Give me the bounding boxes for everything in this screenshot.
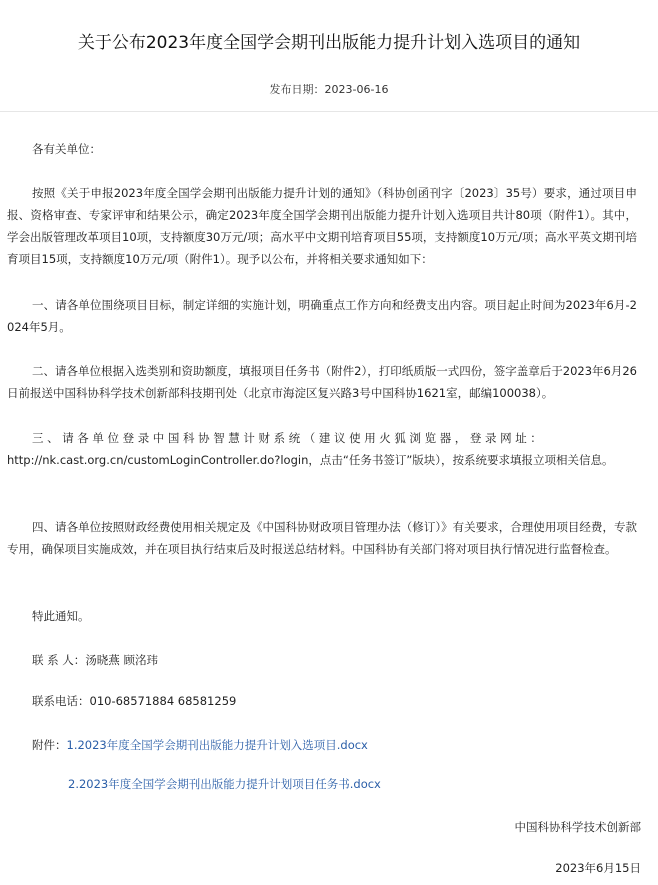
item-2-paragraph: 二、请各单位根据入选类别和资助额度，填报项目任务书（附件2），打印纸质版一式四份，签字盖章后于2023年6月26日前报送中国科协科学技术创新部科技期刊处（北京市海淀区复兴路3号中国科协1621室，邮编100038）。 bbox=[7, 364, 637, 400]
issuer-name: 中国科协科学技术创新部 bbox=[514, 820, 641, 834]
contact-label: 联 系 人： bbox=[32, 653, 86, 667]
phone-label: 联系电话： bbox=[32, 694, 90, 708]
publish-date: 2023-06-16 bbox=[324, 83, 389, 96]
closing-text: 特此通知。 bbox=[32, 609, 90, 623]
publish-date-label: 发布日期： bbox=[269, 83, 325, 96]
intro-paragraph: 按照《关于申报2023年度全国学会期刊出版能力提升计划的通知》（科协创函刊字〔2023〕35号）要求，通过项目申报、资格审查、专家评审和结果公示，确定2023年度全国学会期刊出版能力提升计划入选项目共计80项（附件1）。其中，学会出版管理改革项目10项，支持额度30万元/项；高水平中文期刊培育项目55项，支持额度10万元/项；高水平英文期刊培育项目15项，支持额度10万元/项（附件1）。现予以公布，并将相关要求通知如下： bbox=[7, 186, 637, 266]
contact-line bbox=[32, 649, 158, 671]
phone-line bbox=[32, 690, 236, 712]
item-3-line-1: 三、请各单位登录中国科协智慧计财系统（建议使用火狐浏览器，登录网址： bbox=[32, 431, 546, 445]
attachment-line-2 bbox=[68, 773, 381, 795]
attachment-link-2[interactable]: 2.2023年度全国学会期刊出版能力提升计划项目任务书.docx bbox=[68, 777, 381, 791]
attachments-line bbox=[32, 734, 368, 756]
attachments-label: 附件： bbox=[32, 738, 67, 752]
item-1-paragraph: 一、请各单位围绕项目目标，制定详细的实施计划，明确重点工作方向和经费支出内容。项目起止时间为2023年6月-2024年5月。 bbox=[7, 298, 637, 334]
sign-date: 2023年6月15日 bbox=[555, 861, 641, 875]
contact-names: 汤晓燕 顾洺玮 bbox=[85, 653, 158, 667]
notice-title: 关于公布2023年度全国学会期刊出版能力提升计划入选项目的通知 bbox=[77, 33, 581, 54]
phone-numbers: 010-68571884 68581259 bbox=[89, 694, 237, 708]
publish-date-line bbox=[0, 82, 658, 98]
item-3-continuation: http://nk.cast.org.cn/customLoginController.do?login，点击“任务书签订”版块），按系统要求填报立项相关信息。 bbox=[7, 453, 614, 467]
header-divider bbox=[0, 111, 658, 112]
item-4-paragraph: 四、请各单位按照财政经费使用相关规定及《中国科协财政项目管理办法（修订）》有关要求，合理使用项目经费，专款专用，确保项目实施成效，并在项目执行结束后及时报送总结材料。中国科协有关部门将对项目执行情况进行监督检查。 bbox=[7, 520, 637, 556]
attachment-link-1[interactable]: 1.2023年度全国学会期刊出版能力提升计划入选项目.docx bbox=[66, 738, 368, 752]
salutation: 各有关单位： bbox=[32, 142, 101, 156]
